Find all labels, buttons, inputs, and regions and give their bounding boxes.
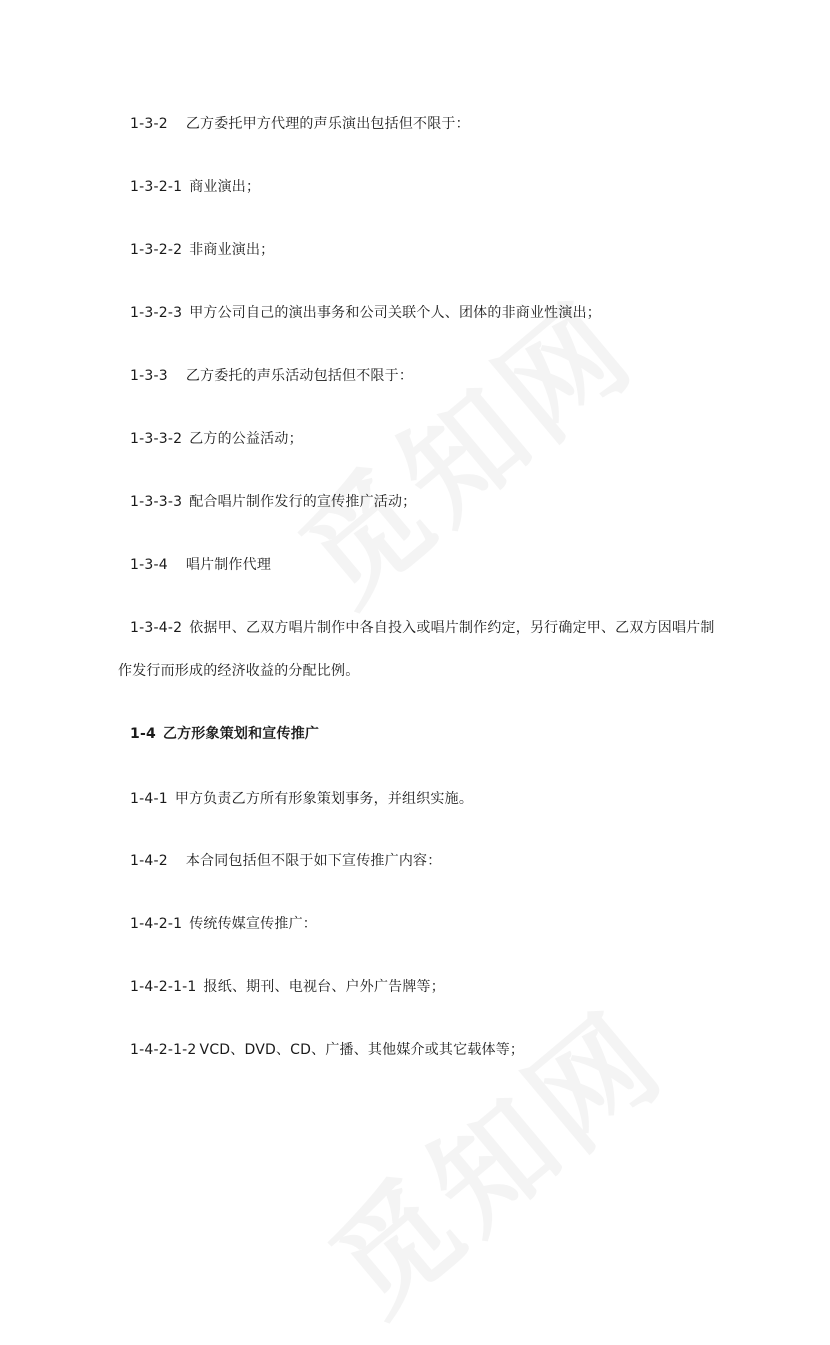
clause-text: 乙方委托的声乐活动包括但不限于：: [185, 368, 414, 384]
clause-number: 1-3-4: [130, 557, 168, 573]
clause-number: 1-3-2-2: [130, 242, 183, 258]
clause-number: 1-4-2-1-1: [130, 979, 197, 995]
clause-1-3-3: [130, 367, 413, 385]
clause-1-3-3-3: [130, 493, 416, 511]
clause-1-3-4-2-continued: [118, 662, 359, 680]
clause-1-4-1: [130, 790, 473, 808]
clause-text: 作发行而形成的经济收益的分配比例。: [118, 663, 360, 679]
clause-number: 1-3-3-2: [130, 431, 183, 447]
clause-text: 乙方委托甲方代理的声乐演出包括但不限于：: [185, 116, 470, 132]
clause-1-3-3-2: [130, 430, 303, 448]
clause-number: 1-4-1: [130, 791, 168, 807]
clause-text: 商业演出；: [189, 179, 261, 195]
clause-1-3-2-1: [130, 178, 260, 196]
clause-1-4-2-1-1: [130, 978, 445, 996]
clause-text: 乙方的公益活动；: [189, 431, 303, 447]
clause-text: 报纸、期刊、电视台、户外广告牌等；: [203, 979, 445, 995]
clause-number: 1-3-3: [130, 368, 168, 384]
clause-number: 1-4-2-1-2: [130, 1042, 197, 1058]
clause-1-3-4-2: [130, 619, 715, 637]
clause-text: 传统传媒宣传推广：: [189, 916, 317, 932]
clause-1-3-2-2: [130, 241, 274, 259]
clause-number: 1-3-4-2: [130, 620, 183, 636]
clause-text: 依据甲、乙双方唱片制作中各自投入或唱片制作约定，另行确定甲、乙双方因唱片制: [189, 620, 715, 636]
clause-text: 本合同包括但不限于如下宣传推广内容：: [185, 853, 442, 869]
section-heading-text: 乙方形象策划和宣传推广: [162, 726, 320, 742]
clause-1-3-2-3: [130, 304, 601, 322]
clause-text: VCD、DVD、CD、广播、其他媒介或其它载体等；: [199, 1042, 525, 1058]
clause-number: 1-4-2-1: [130, 916, 183, 932]
clause-1-3-4: [130, 556, 271, 574]
clause-1-4-2-1: [130, 915, 317, 933]
clause-number: 1-3-2-3: [130, 305, 183, 321]
clause-number: 1-3-2-1: [130, 179, 183, 195]
clause-text: 甲方负责乙方所有形象策划事务，并组织实施。: [174, 791, 474, 807]
watermark: [290, 967, 695, 1345]
clause-text: 甲方公司自己的演出事务和公司关联个人、团体的非商业性演出；: [189, 305, 601, 321]
clause-number: 1-3-3-3: [130, 494, 183, 510]
clause-number: 1-4-2: [130, 853, 168, 869]
clause-1-3-2: [130, 115, 470, 133]
clause-number: 1-4: [130, 726, 156, 742]
clause-number: 1-3-2: [130, 116, 168, 132]
section-heading-1-4: [130, 725, 319, 743]
clause-text: 唱片制作代理: [185, 557, 272, 573]
clause-text: 配合唱片制作发行的宣传推广活动；: [189, 494, 417, 510]
clause-1-4-2: [130, 852, 441, 870]
clause-1-4-2-1-2: [130, 1041, 524, 1059]
clause-text: 非商业演出；: [189, 242, 275, 258]
